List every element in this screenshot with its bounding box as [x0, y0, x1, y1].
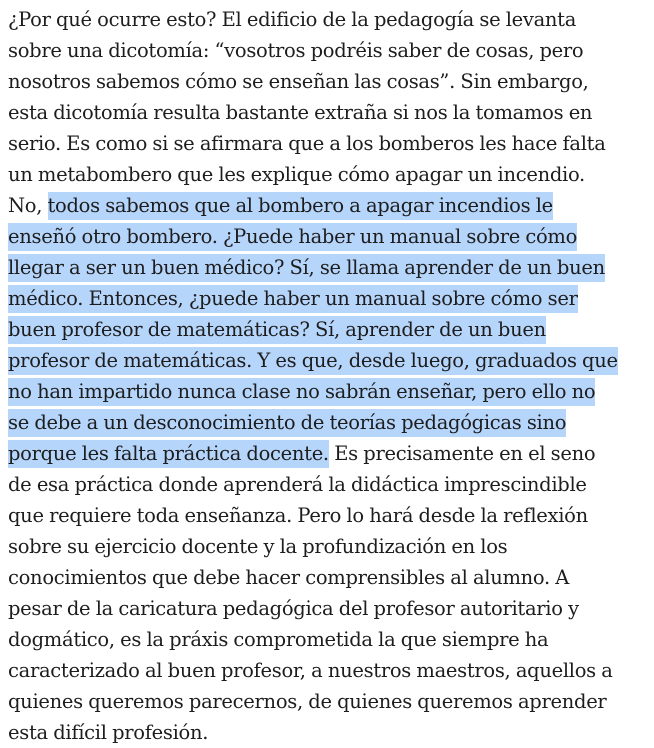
- text-line: porque les falta práctica docente. Es precisamente en el seno: [8, 438, 644, 469]
- text-line: caracterizado al buen profesor, a nuestros maestros, aquellos a: [8, 659, 613, 682]
- text-line: que requiere toda enseñanza. Pero lo hará desde la reflexión: [8, 504, 588, 527]
- text-line: [8, 376, 644, 407]
- text-line: conocimientos que debe hacer comprensibles al alumno. A: [8, 566, 570, 589]
- text-line: sobre una dicotomía: “vosotros podréis saber de cosas, pero: [8, 39, 584, 62]
- selected-text[interactable]: se debe a un desconocimiento de teorías pedagógicas sino: [8, 409, 566, 437]
- text-line-cut-off: esta difícil profesión.: [8, 721, 209, 744]
- text-line: ¿Por qué ocurre esto? El edificio de la pedagogía se levanta: [8, 8, 577, 31]
- text-line: No, todos sabemos que al bombero a apagar incendios le: [8, 190, 644, 221]
- text-line: pesar de la caricatura pedagógica del profesor autoritario y: [8, 597, 579, 620]
- selected-text[interactable]: llegar a ser un buen médico? Sí, se llama aprender de un buen: [8, 254, 605, 282]
- text-line: nosotros sabemos cómo se enseñan las cosas”. Sin embargo,: [8, 70, 589, 93]
- selected-text[interactable]: todos sabemos que al bombero a apagar incendios le: [48, 192, 553, 220]
- selected-text[interactable]: médico. Entonces, ¿puede haber un manual sobre cómo ser: [8, 285, 578, 313]
- text-line: de esa práctica donde aprenderá la didáctica imprescindible: [8, 473, 587, 496]
- text-line: [8, 345, 644, 376]
- selected-text[interactable]: buen profesor de matemáticas? Sí, aprender de un buen: [8, 316, 546, 344]
- selected-text[interactable]: no han impartido nunca clase no sabrán enseñar, pero ello no: [8, 378, 595, 406]
- selected-text[interactable]: profesor de matemáticas. Y es que, desde luego, graduados que: [8, 347, 618, 375]
- text-line: dogmático, es la práxis comprometida la que siempre ha: [8, 628, 549, 651]
- text-line: [8, 283, 644, 314]
- selected-text[interactable]: enseñó otro bombero. ¿Puede haber un manual sobre cómo: [8, 223, 577, 251]
- text-line: un metabombero que les explique cómo apagar un incendio.: [8, 163, 585, 186]
- text-line: esta dicotomía resulta bastante extraña si nos la tomamos en: [8, 101, 593, 124]
- text-line: [8, 221, 644, 252]
- article-body: [8, 4, 644, 744]
- text-line: sobre su ejercicio docente y la profundización en los: [8, 535, 508, 558]
- selected-text[interactable]: porque les falta práctica docente.: [8, 440, 329, 468]
- text-line: [8, 407, 644, 438]
- text-line: [8, 252, 644, 283]
- text-line: serio. Es como si se afirmara que a los bomberos les hace falta: [8, 132, 606, 155]
- text-line: quienes queremos parecernos, de quienes queremos aprender: [8, 690, 607, 713]
- text-line: [8, 314, 644, 345]
